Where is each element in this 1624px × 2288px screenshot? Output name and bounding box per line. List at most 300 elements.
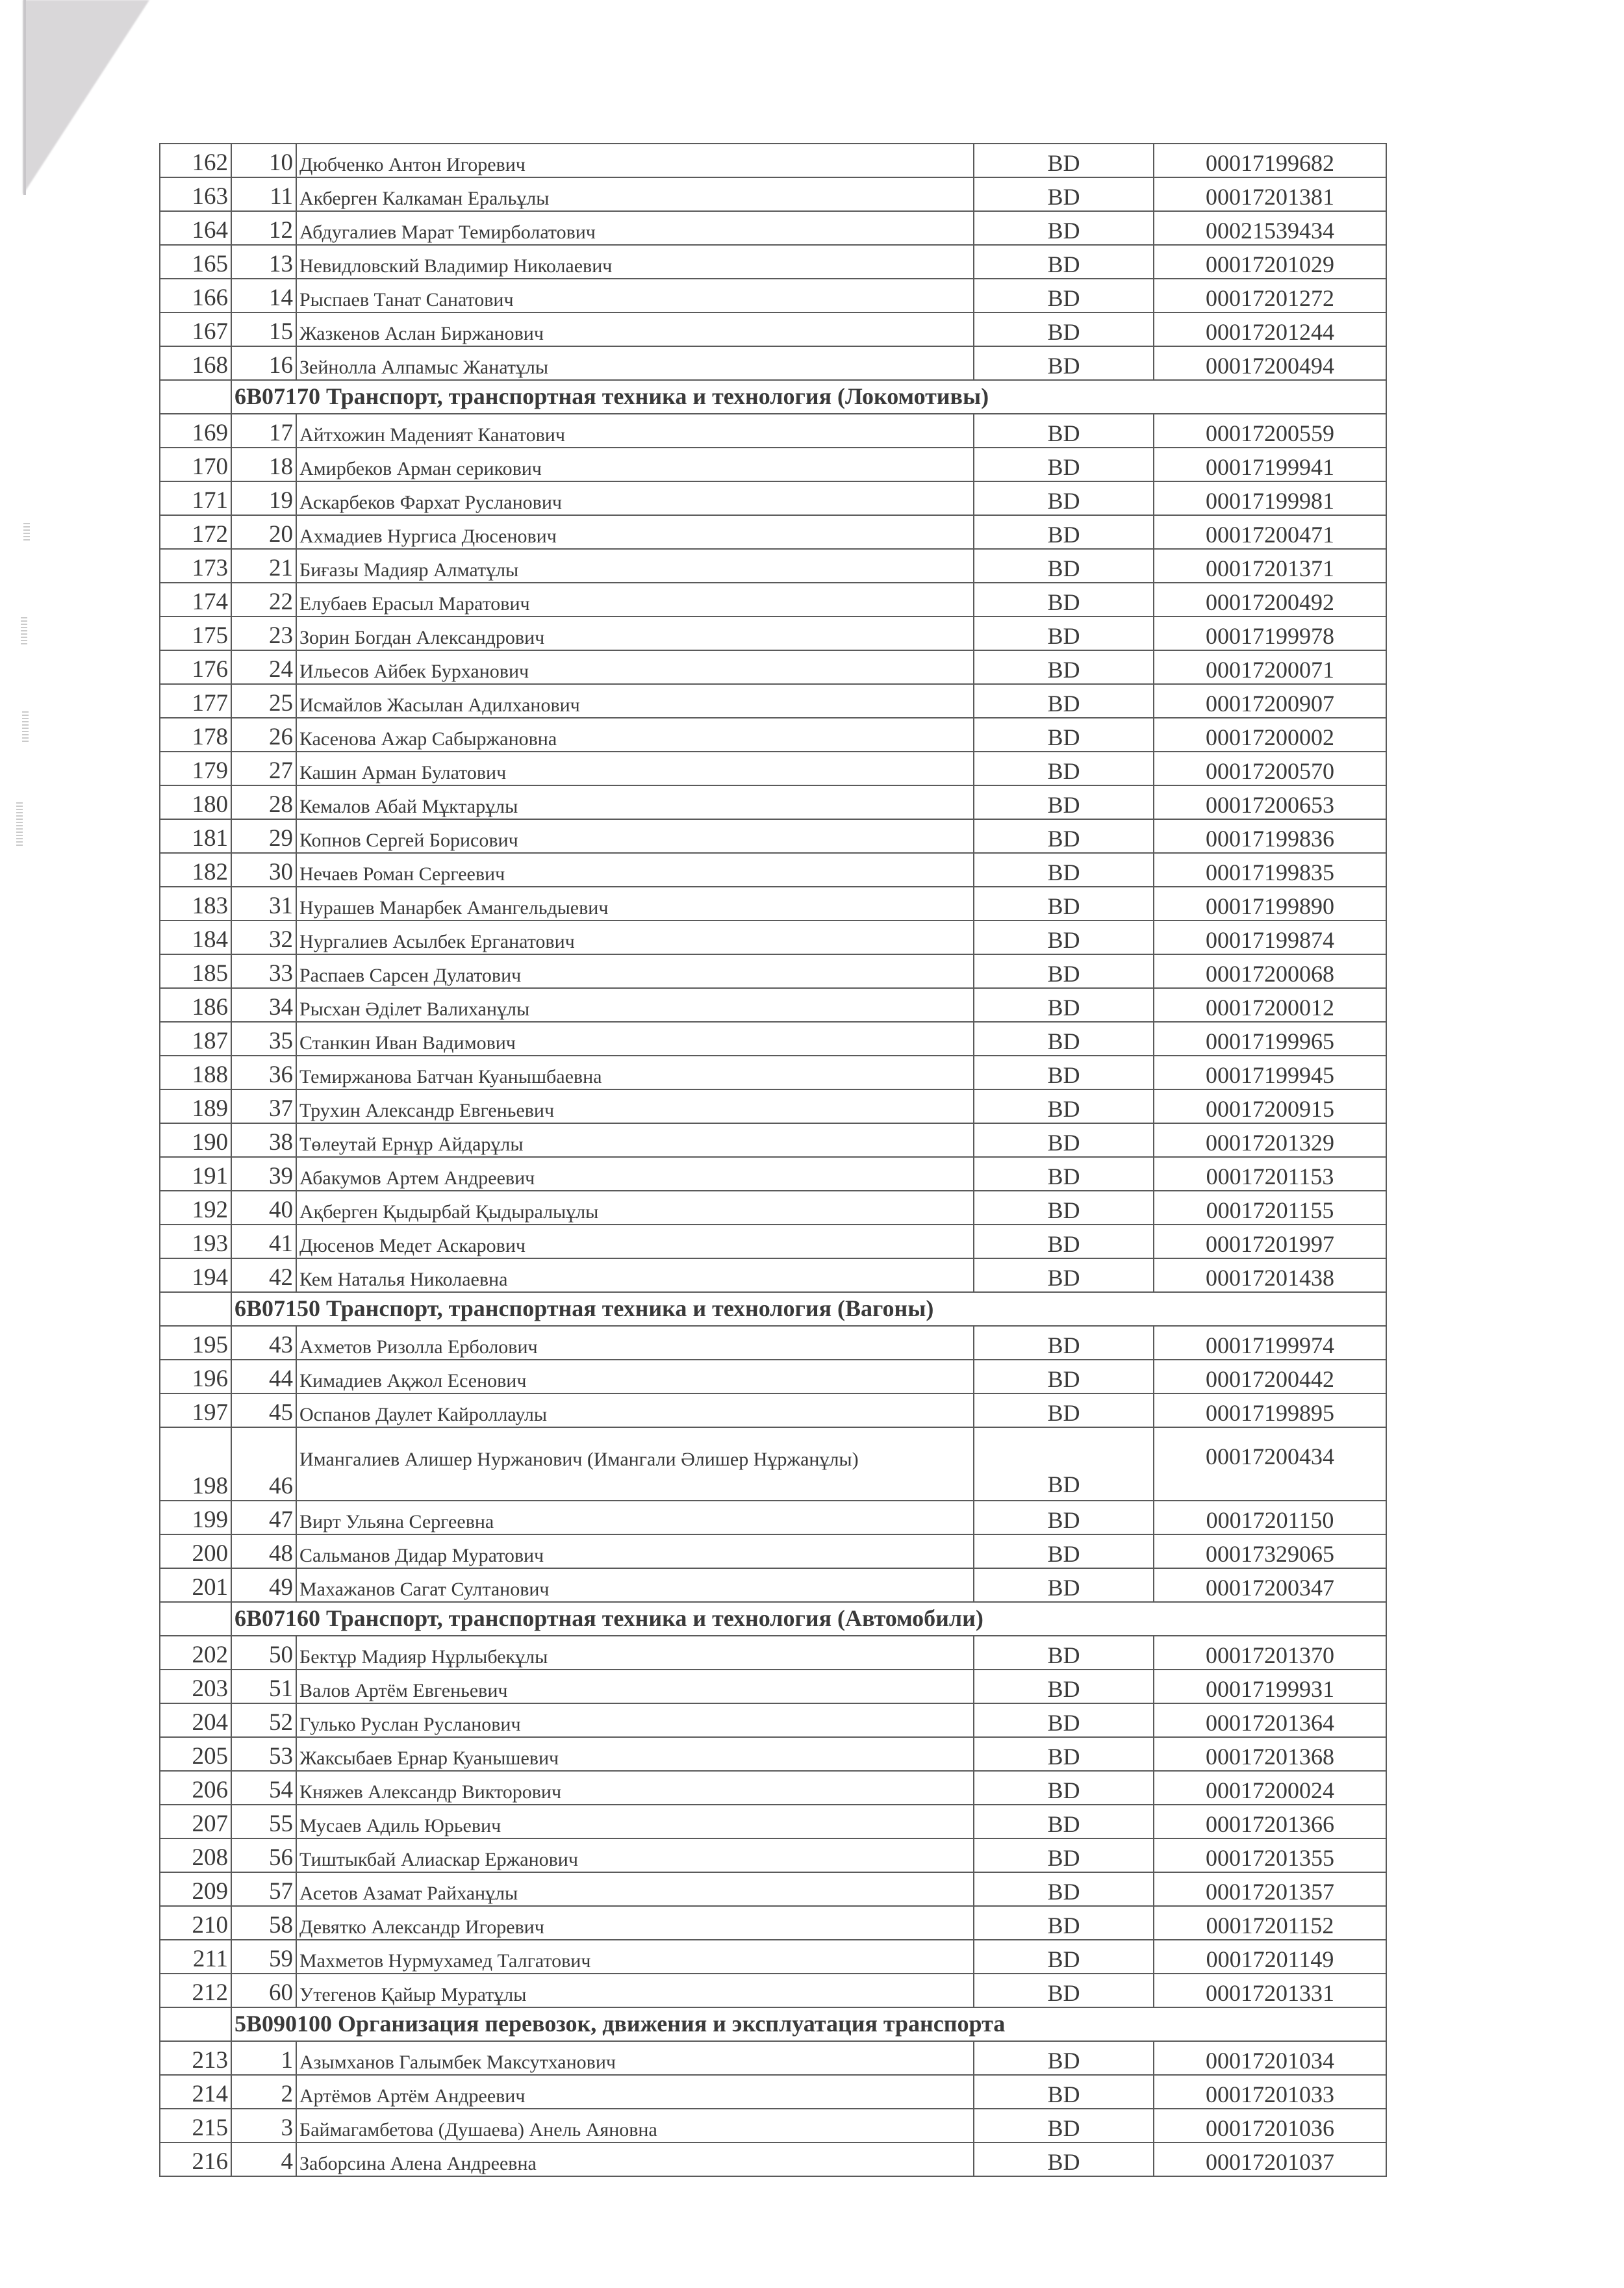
group-number-cell: 57 xyxy=(231,1872,296,1906)
student-name-cell: Жазкенов Аслан Биржанович xyxy=(296,312,974,346)
grade-cell: BD xyxy=(974,853,1154,887)
table-body xyxy=(160,144,1386,2176)
group-number-cell: 19 xyxy=(231,481,296,515)
certificate-code-cell: 00017199836 xyxy=(1154,819,1386,853)
global-number-cell: 198 xyxy=(160,1427,231,1501)
certificate-code-cell: 00017201370 xyxy=(1154,1636,1386,1670)
global-number-cell: 171 xyxy=(160,481,231,515)
section-empty-cell xyxy=(160,1602,231,1636)
global-number-cell: 206 xyxy=(160,1771,231,1805)
global-number-cell: 183 xyxy=(160,887,231,921)
global-number-cell: 178 xyxy=(160,718,231,752)
table-row xyxy=(160,1157,1386,1191)
student-name-cell: Заборсина Алена Андреевна xyxy=(296,2142,974,2176)
group-number-cell: 43 xyxy=(231,1326,296,1360)
global-number-cell: 185 xyxy=(160,954,231,988)
group-number-cell: 23 xyxy=(231,616,296,650)
certificate-code-cell: 00017200012 xyxy=(1154,988,1386,1022)
section-empty-cell xyxy=(160,380,231,414)
grade-cell: BD xyxy=(974,1191,1154,1225)
scan-artifact xyxy=(22,711,29,744)
grade-cell: BD xyxy=(974,921,1154,954)
group-number-cell: 11 xyxy=(231,177,296,211)
section-header-row xyxy=(160,380,1386,414)
grade-cell: BD xyxy=(974,245,1154,279)
grade-cell: BD xyxy=(974,414,1154,448)
table-row xyxy=(160,2142,1386,2176)
global-number-cell: 204 xyxy=(160,1703,231,1737)
grade-cell: BD xyxy=(974,2142,1154,2176)
group-number-cell: 21 xyxy=(231,549,296,583)
table-row xyxy=(160,346,1386,380)
student-name-cell: Зорин Богдан Александрович xyxy=(296,616,974,650)
global-number-cell: 212 xyxy=(160,1974,231,2007)
student-name-cell: Аскарбеков Фархат Русланович xyxy=(296,481,974,515)
table-row xyxy=(160,921,1386,954)
section-title: 5В090100 Организация перевозок, движения и эксплуатация транспорта xyxy=(231,2007,1386,2041)
group-number-cell: 38 xyxy=(231,1123,296,1157)
certificate-code-cell: 00017201371 xyxy=(1154,549,1386,583)
global-number-cell: 215 xyxy=(160,2109,231,2142)
group-number-cell: 41 xyxy=(231,1225,296,1258)
certificate-code-cell: 00017200347 xyxy=(1154,1568,1386,1602)
grade-cell: BD xyxy=(974,144,1154,177)
grade-cell: BD xyxy=(974,616,1154,650)
table-row xyxy=(160,1501,1386,1534)
student-name-cell: Рысхан Әділет Валиханұлы xyxy=(296,988,974,1022)
table-row xyxy=(160,650,1386,684)
grade-cell: BD xyxy=(974,481,1154,515)
grade-cell: BD xyxy=(974,1670,1154,1703)
group-number-cell: 45 xyxy=(231,1393,296,1427)
group-number-cell: 39 xyxy=(231,1157,296,1191)
student-name-cell: Тиштыкбай Алиаскар Ержанович xyxy=(296,1838,974,1872)
student-name-cell: Кимадиев Ақжол Есенович xyxy=(296,1360,974,1393)
group-number-cell: 60 xyxy=(231,1974,296,2007)
global-number-cell: 167 xyxy=(160,312,231,346)
grade-cell: BD xyxy=(974,1568,1154,1602)
global-number-cell: 169 xyxy=(160,414,231,448)
grade-cell: BD xyxy=(974,1056,1154,1089)
student-name-cell: Оспанов Даулет Кайроллаулы xyxy=(296,1393,974,1427)
certificate-code-cell: 00017199835 xyxy=(1154,853,1386,887)
group-number-cell: 4 xyxy=(231,2142,296,2176)
global-number-cell: 211 xyxy=(160,1940,231,1974)
group-number-cell: 15 xyxy=(231,312,296,346)
grade-cell: BD xyxy=(974,684,1154,718)
grade-cell: BD xyxy=(974,515,1154,549)
group-number-cell: 3 xyxy=(231,2109,296,2142)
student-name-cell: Зейнолла Алпамыс Жанатұлы xyxy=(296,346,974,380)
certificate-code-cell: 00017201152 xyxy=(1154,1906,1386,1940)
table-row xyxy=(160,2109,1386,2142)
certificate-code-cell: 00017199874 xyxy=(1154,921,1386,954)
group-number-cell: 48 xyxy=(231,1534,296,1568)
grade-cell: BD xyxy=(974,1157,1154,1191)
table-row xyxy=(160,785,1386,819)
student-name-cell: Распаев Сарсен Дулатович xyxy=(296,954,974,988)
student-name-cell: Махажанов Сагат Султанович xyxy=(296,1568,974,1602)
group-number-cell: 42 xyxy=(231,1258,296,1292)
table-row xyxy=(160,616,1386,650)
table-row xyxy=(160,1636,1386,1670)
grade-cell: BD xyxy=(974,1771,1154,1805)
student-name-cell: Акберген Калкаман Еральұлы xyxy=(296,177,974,211)
scan-page-edge xyxy=(23,0,26,195)
grade-cell: BD xyxy=(974,549,1154,583)
grade-cell: BD xyxy=(974,1427,1154,1501)
table-row xyxy=(160,954,1386,988)
certificate-code-cell: 00017200471 xyxy=(1154,515,1386,549)
global-number-cell: 190 xyxy=(160,1123,231,1157)
grade-cell: BD xyxy=(974,1089,1154,1123)
global-number-cell: 196 xyxy=(160,1360,231,1393)
table-row xyxy=(160,177,1386,211)
certificate-code-cell: 00017201355 xyxy=(1154,1838,1386,1872)
student-name-cell: Имангалиев Алишер Нуржанович (Имангали Әлишер Нұржанұлы) xyxy=(296,1427,974,1501)
group-number-cell: 53 xyxy=(231,1737,296,1771)
certificate-code-cell: 00017201029 xyxy=(1154,245,1386,279)
grade-cell: BD xyxy=(974,1022,1154,1056)
group-number-cell: 54 xyxy=(231,1771,296,1805)
table-row xyxy=(160,1703,1386,1737)
group-number-cell: 31 xyxy=(231,887,296,921)
student-name-cell: Кем Наталья Николаевна xyxy=(296,1258,974,1292)
global-number-cell: 177 xyxy=(160,684,231,718)
student-list-table xyxy=(159,143,1387,2177)
grade-cell: BD xyxy=(974,954,1154,988)
certificate-code-cell: 00017200068 xyxy=(1154,954,1386,988)
group-number-cell: 37 xyxy=(231,1089,296,1123)
grade-cell: BD xyxy=(974,1737,1154,1771)
grade-cell: BD xyxy=(974,177,1154,211)
certificate-code-cell: 00017199965 xyxy=(1154,1022,1386,1056)
global-number-cell: 199 xyxy=(160,1501,231,1534)
scan-artifact xyxy=(21,617,27,646)
group-number-cell: 14 xyxy=(231,279,296,312)
global-number-cell: 168 xyxy=(160,346,231,380)
global-number-cell: 213 xyxy=(160,2041,231,2075)
section-title: 6В07160 Транспорт, транспортная техника и технология (Автомобили) xyxy=(231,1602,1386,1636)
table-row xyxy=(160,1123,1386,1157)
global-number-cell: 182 xyxy=(160,853,231,887)
student-name-cell: Кашин Арман Булатович xyxy=(296,752,974,785)
global-number-cell: 163 xyxy=(160,177,231,211)
section-empty-cell xyxy=(160,2007,231,2041)
table-row xyxy=(160,2075,1386,2109)
student-name-cell: Артёмов Артём Андреевич xyxy=(296,2075,974,2109)
table-row xyxy=(160,1022,1386,1056)
global-number-cell: 197 xyxy=(160,1393,231,1427)
student-name-cell: Махметов Нурмухамед Талгатович xyxy=(296,1940,974,1974)
student-name-cell: Нурашев Манарбек Амангельдыевич xyxy=(296,887,974,921)
global-number-cell: 162 xyxy=(160,144,231,177)
group-number-cell: 59 xyxy=(231,1940,296,1974)
grade-cell: BD xyxy=(974,2109,1154,2142)
certificate-code-cell: 00017201368 xyxy=(1154,1737,1386,1771)
grade-cell: BD xyxy=(974,1360,1154,1393)
certificate-code-cell: 00017200559 xyxy=(1154,414,1386,448)
student-name-cell: Ақберген Қыдырбай Қыдыралыұлы xyxy=(296,1191,974,1225)
global-number-cell: 173 xyxy=(160,549,231,583)
group-number-cell: 55 xyxy=(231,1805,296,1838)
student-name-cell: Касенова Ажар Сабыржановна xyxy=(296,718,974,752)
certificate-code-cell: 00017199931 xyxy=(1154,1670,1386,1703)
certificate-code-cell: 00017200492 xyxy=(1154,583,1386,616)
grade-cell: BD xyxy=(974,785,1154,819)
student-name-cell: Невидловский Владимир Николаевич xyxy=(296,245,974,279)
student-name-cell: Вирт Ульяна Сергеевна xyxy=(296,1501,974,1534)
table-row xyxy=(160,1568,1386,1602)
global-number-cell: 207 xyxy=(160,1805,231,1838)
grade-cell: BD xyxy=(974,211,1154,245)
certificate-code-cell: 00017200442 xyxy=(1154,1360,1386,1393)
global-number-cell: 188 xyxy=(160,1056,231,1089)
global-number-cell: 176 xyxy=(160,650,231,684)
table-row xyxy=(160,279,1386,312)
grade-cell: BD xyxy=(974,1326,1154,1360)
group-number-cell: 18 xyxy=(231,448,296,481)
group-number-cell: 36 xyxy=(231,1056,296,1089)
student-name-cell: Ахметов Ризолла Ерболович xyxy=(296,1326,974,1360)
group-number-cell: 46 xyxy=(231,1427,296,1501)
grade-cell: BD xyxy=(974,988,1154,1022)
group-number-cell: 24 xyxy=(231,650,296,684)
certificate-code-cell: 00017199974 xyxy=(1154,1326,1386,1360)
grade-cell: BD xyxy=(974,583,1154,616)
group-number-cell: 16 xyxy=(231,346,296,380)
table-row xyxy=(160,448,1386,481)
grade-cell: BD xyxy=(974,1501,1154,1534)
group-number-cell: 47 xyxy=(231,1501,296,1534)
certificate-code-cell: 00017201381 xyxy=(1154,177,1386,211)
table-row xyxy=(160,312,1386,346)
global-number-cell: 187 xyxy=(160,1022,231,1056)
certificate-code-cell: 00017200653 xyxy=(1154,785,1386,819)
certificate-code-cell: 00017201153 xyxy=(1154,1157,1386,1191)
table-row xyxy=(160,1534,1386,1568)
global-number-cell: 193 xyxy=(160,1225,231,1258)
certificate-code-cell: 00017201331 xyxy=(1154,1974,1386,2007)
table-row xyxy=(160,718,1386,752)
section-title: 6В07150 Транспорт, транспортная техника и технология (Вагоны) xyxy=(231,1292,1386,1326)
group-number-cell: 49 xyxy=(231,1568,296,1602)
student-name-cell: Девятко Александр Игоревич xyxy=(296,1906,974,1940)
global-number-cell: 216 xyxy=(160,2142,231,2176)
table-row xyxy=(160,1805,1386,1838)
table-row xyxy=(160,1427,1386,1501)
table-row xyxy=(160,988,1386,1022)
group-number-cell: 20 xyxy=(231,515,296,549)
global-number-cell: 205 xyxy=(160,1737,231,1771)
student-name-cell: Абдугалиев Марат Темирболатович xyxy=(296,211,974,245)
group-number-cell: 2 xyxy=(231,2075,296,2109)
table-row xyxy=(160,1771,1386,1805)
certificate-code-cell: 00017199890 xyxy=(1154,887,1386,921)
certificate-code-cell: 00017201036 xyxy=(1154,2109,1386,2142)
student-name-cell: Исмайлов Жасылан Адилханович xyxy=(296,684,974,718)
student-name-cell: Княжев Александр Викторович xyxy=(296,1771,974,1805)
student-name-cell: Темиржанова Батчан Куанышбаевна xyxy=(296,1056,974,1089)
global-number-cell: 201 xyxy=(160,1568,231,1602)
grade-cell: BD xyxy=(974,346,1154,380)
group-number-cell: 51 xyxy=(231,1670,296,1703)
table-row xyxy=(160,144,1386,177)
group-number-cell: 35 xyxy=(231,1022,296,1056)
grade-cell: BD xyxy=(974,2075,1154,2109)
table-row xyxy=(160,211,1386,245)
student-name-cell: Ильесов Айбек Бурханович xyxy=(296,650,974,684)
grade-cell: BD xyxy=(974,1636,1154,1670)
global-number-cell: 202 xyxy=(160,1636,231,1670)
table-row xyxy=(160,1974,1386,2007)
certificate-code-cell: 00017201149 xyxy=(1154,1940,1386,1974)
global-number-cell: 184 xyxy=(160,921,231,954)
global-number-cell: 209 xyxy=(160,1872,231,1906)
global-number-cell: 164 xyxy=(160,211,231,245)
certificate-code-cell: 00017199682 xyxy=(1154,144,1386,177)
global-number-cell: 179 xyxy=(160,752,231,785)
grade-cell: BD xyxy=(974,1906,1154,1940)
certificate-code-cell: 00017201037 xyxy=(1154,2142,1386,2176)
student-name-cell: Станкин Иван Вадимович xyxy=(296,1022,974,1056)
certificate-code-cell: 00017201244 xyxy=(1154,312,1386,346)
certificate-code-cell: 00017201033 xyxy=(1154,2075,1386,2109)
global-number-cell: 180 xyxy=(160,785,231,819)
table-row xyxy=(160,1670,1386,1703)
table-row xyxy=(160,684,1386,718)
global-number-cell: 174 xyxy=(160,583,231,616)
student-name-cell: Ахмадиев Нургиса Дюсенович xyxy=(296,515,974,549)
student-name-cell: Нургалиев Асылбек Ерганатович xyxy=(296,921,974,954)
section-header-row xyxy=(160,1602,1386,1636)
global-number-cell: 165 xyxy=(160,245,231,279)
group-number-cell: 52 xyxy=(231,1703,296,1737)
certificate-code-cell: 00017201150 xyxy=(1154,1501,1386,1534)
student-name-cell: Утегенов Қайыр Муратұлы xyxy=(296,1974,974,2007)
group-number-cell: 50 xyxy=(231,1636,296,1670)
table-row xyxy=(160,481,1386,515)
table-row xyxy=(160,1872,1386,1906)
certificate-code-cell: 00017201329 xyxy=(1154,1123,1386,1157)
certificate-code-cell: 00017201366 xyxy=(1154,1805,1386,1838)
global-number-cell: 210 xyxy=(160,1906,231,1940)
group-number-cell: 34 xyxy=(231,988,296,1022)
student-name-cell: Нечаев Роман Сергеевич xyxy=(296,853,974,887)
group-number-cell: 28 xyxy=(231,785,296,819)
group-number-cell: 33 xyxy=(231,954,296,988)
grade-cell: BD xyxy=(974,1393,1154,1427)
global-number-cell: 203 xyxy=(160,1670,231,1703)
certificate-code-cell: 00017200434 xyxy=(1154,1427,1386,1501)
group-number-cell: 40 xyxy=(231,1191,296,1225)
student-name-cell: Айтхожин Маденият Канатович xyxy=(296,414,974,448)
table-row xyxy=(160,1089,1386,1123)
certificate-code-cell: 00017201155 xyxy=(1154,1191,1386,1225)
student-name-cell: Бектұр Мадияр Нұрлыбекұлы xyxy=(296,1636,974,1670)
group-number-cell: 56 xyxy=(231,1838,296,1872)
global-number-cell: 192 xyxy=(160,1191,231,1225)
table-row xyxy=(160,887,1386,921)
student-name-cell: Баймагамбетова (Душаева) Анель Аяновна xyxy=(296,2109,974,2142)
global-number-cell: 195 xyxy=(160,1326,231,1360)
global-number-cell: 208 xyxy=(160,1838,231,1872)
table-row xyxy=(160,515,1386,549)
table-row xyxy=(160,1258,1386,1292)
group-number-cell: 27 xyxy=(231,752,296,785)
global-number-cell: 175 xyxy=(160,616,231,650)
global-number-cell: 172 xyxy=(160,515,231,549)
grade-cell: BD xyxy=(974,1872,1154,1906)
student-name-cell: Рыспаев Танат Санатович xyxy=(296,279,974,312)
student-name-cell: Трухин Александр Евгеньевич xyxy=(296,1089,974,1123)
table-row xyxy=(160,819,1386,853)
global-number-cell: 181 xyxy=(160,819,231,853)
global-number-cell: 214 xyxy=(160,2075,231,2109)
grade-cell: BD xyxy=(974,1974,1154,2007)
table-row xyxy=(160,1225,1386,1258)
certificate-code-cell: 00017201357 xyxy=(1154,1872,1386,1906)
grade-cell: BD xyxy=(974,1123,1154,1157)
section-empty-cell xyxy=(160,1292,231,1326)
certificate-code-cell: 00017199945 xyxy=(1154,1056,1386,1089)
grade-cell: BD xyxy=(974,752,1154,785)
group-number-cell: 44 xyxy=(231,1360,296,1393)
table-row xyxy=(160,245,1386,279)
table-row xyxy=(160,549,1386,583)
table-row xyxy=(160,1940,1386,1974)
certificate-code-cell: 00017199895 xyxy=(1154,1393,1386,1427)
table-row xyxy=(160,853,1386,887)
table-row xyxy=(160,1393,1386,1427)
certificate-code-cell: 00017200915 xyxy=(1154,1089,1386,1123)
certificate-code-cell: 00017199981 xyxy=(1154,481,1386,515)
certificate-code-cell: 00017201034 xyxy=(1154,2041,1386,2075)
student-name-cell: Жаксыбаев Ернар Куанышевич xyxy=(296,1737,974,1771)
group-number-cell: 22 xyxy=(231,583,296,616)
scan-page-corner-fold xyxy=(23,0,149,195)
grade-cell: BD xyxy=(974,1703,1154,1737)
student-name-cell: Валов Артём Евгеньевич xyxy=(296,1670,974,1703)
table-row xyxy=(160,583,1386,616)
table-row xyxy=(160,1737,1386,1771)
certificate-code-cell: 00017201438 xyxy=(1154,1258,1386,1292)
global-number-cell: 166 xyxy=(160,279,231,312)
grade-cell: BD xyxy=(974,1534,1154,1568)
group-number-cell: 29 xyxy=(231,819,296,853)
group-number-cell: 58 xyxy=(231,1906,296,1940)
global-number-cell: 200 xyxy=(160,1534,231,1568)
grade-cell: BD xyxy=(974,2041,1154,2075)
student-name-cell: Дюбченко Антон Игоревич xyxy=(296,144,974,177)
grade-cell: BD xyxy=(974,1258,1154,1292)
student-name-cell: Дюсенов Медет Аскарович xyxy=(296,1225,974,1258)
table-row xyxy=(160,1906,1386,1940)
certificate-code-cell: 00017200570 xyxy=(1154,752,1386,785)
table-row xyxy=(160,1056,1386,1089)
certificate-code-cell: 00017329065 xyxy=(1154,1534,1386,1568)
table-row xyxy=(160,1360,1386,1393)
student-name-cell: Абакумов Артем Андреевич xyxy=(296,1157,974,1191)
group-number-cell: 30 xyxy=(231,853,296,887)
grade-cell: BD xyxy=(974,887,1154,921)
student-name-cell: Копнов Сергей Борисович xyxy=(296,819,974,853)
table-row xyxy=(160,414,1386,448)
student-name-cell: Мусаев Адиль Юрьевич xyxy=(296,1805,974,1838)
certificate-code-cell: 00021539434 xyxy=(1154,211,1386,245)
table-row xyxy=(160,1326,1386,1360)
section-header-row xyxy=(160,1292,1386,1326)
